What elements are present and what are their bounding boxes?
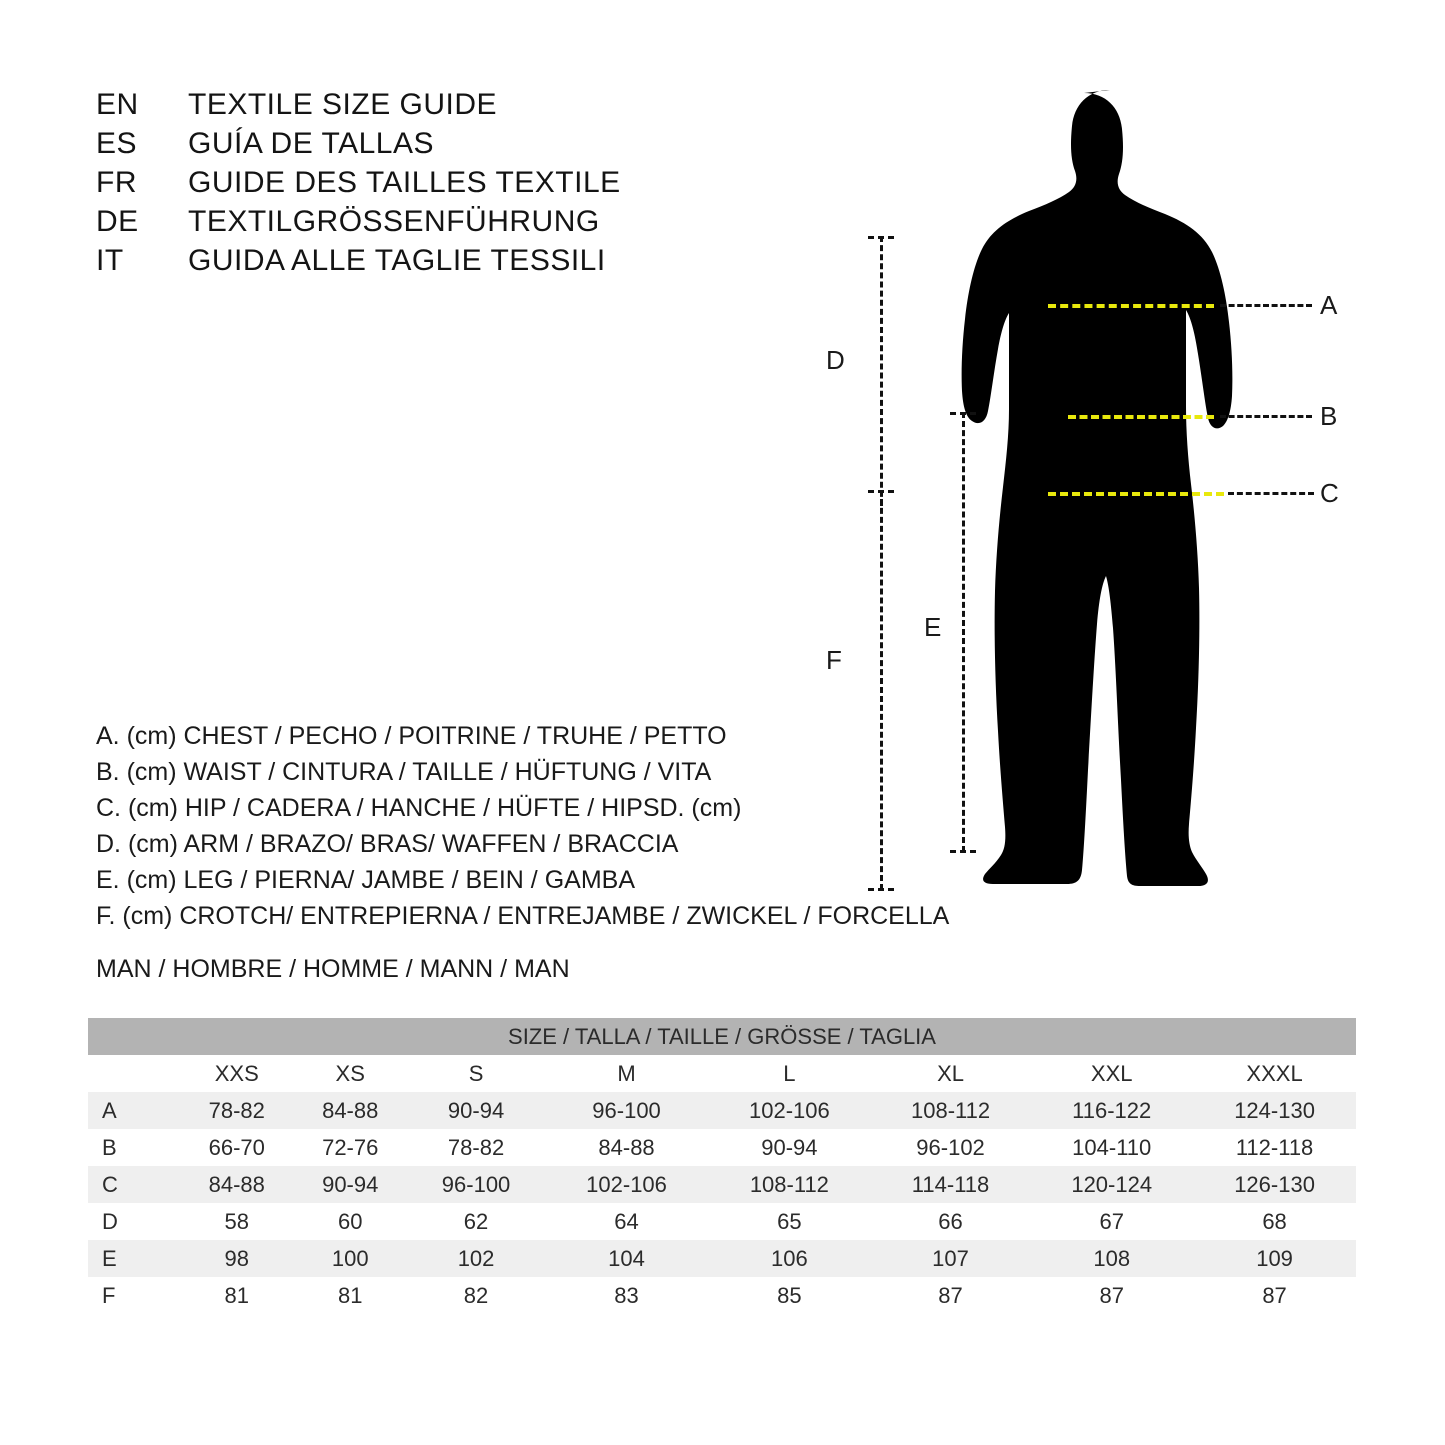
table-row — [88, 1129, 1356, 1166]
cell-f-xs: 81 — [293, 1277, 406, 1314]
cell-d-xxxl: 68 — [1193, 1203, 1356, 1240]
cell-c-xxs: 84-88 — [180, 1166, 293, 1203]
cell-e-s: 102 — [407, 1240, 545, 1277]
table-header-m: M — [545, 1055, 708, 1092]
cell-a-xxs: 78-82 — [180, 1092, 293, 1129]
title-row-it — [96, 244, 621, 283]
cell-e-xl: 107 — [871, 1240, 1031, 1277]
legend-item-b: B. (cm) WAIST / CINTURA / TAILLE / HÜFTUNG / VITA — [96, 758, 712, 786]
cell-b-l: 90-94 — [708, 1129, 871, 1166]
size-table-container — [88, 1018, 1356, 1314]
cell-f-xxl: 87 — [1030, 1277, 1193, 1314]
waist-leader — [1220, 415, 1312, 418]
gender-label: MAN / HOMBRE / HOMME / MANN / MAN — [96, 955, 570, 983]
cell-c-xl: 114-118 — [871, 1166, 1031, 1203]
arm-measure-line — [880, 236, 883, 506]
legend-item-e: E. (cm) LEG / PIERNA/ JAMBE / BEIN / GAMBA — [96, 866, 635, 894]
title-lang-fr: FR — [96, 166, 137, 199]
legend-item-f: F. (cm) CROTCH/ ENTREPIERNA / ENTREJAMBE / ZWICKEL / FORCELLA — [96, 902, 950, 930]
cell-e-m: 104 — [545, 1240, 708, 1277]
table-header-xxl: XXL — [1030, 1055, 1193, 1092]
table-header-row — [88, 1055, 1356, 1092]
title-text-fr: GUIDE DES TAILLES TEXTILE — [188, 166, 621, 199]
title-row-en — [96, 88, 621, 127]
cell-e-xxs: 98 — [180, 1240, 293, 1277]
table-row — [88, 1166, 1356, 1203]
cell-b-m: 84-88 — [545, 1129, 708, 1166]
title-lang-it: IT — [96, 244, 124, 277]
legend-item-a: A. (cm) CHEST / PECHO / POITRINE / TRUHE / PETTO — [96, 722, 727, 750]
cell-a-xxxl: 124-130 — [1193, 1092, 1356, 1129]
letter-e: E — [924, 612, 942, 642]
cell-f-m: 83 — [545, 1277, 708, 1314]
cell-e-xxxl: 109 — [1193, 1240, 1356, 1277]
title-text-es: GUÍA DE TALLAS — [188, 127, 434, 160]
row-label-b: B — [88, 1129, 180, 1166]
cell-f-xxs: 81 — [180, 1277, 293, 1314]
crotch-measure-line — [880, 490, 883, 890]
table-row — [88, 1240, 1356, 1277]
cell-c-xxxl: 126-130 — [1193, 1166, 1356, 1203]
row-label-a: A — [88, 1092, 180, 1129]
letter-a: A — [1320, 290, 1338, 320]
cell-e-xs: 100 — [293, 1240, 406, 1277]
cell-f-l: 85 — [708, 1277, 871, 1314]
title-block — [96, 88, 621, 283]
cell-d-xl: 66 — [871, 1203, 1031, 1240]
table-header-xxs: XXS — [180, 1055, 293, 1092]
table-row — [88, 1203, 1356, 1240]
legend-item-d: D. (cm) ARM / BRAZO/ BRAS/ WAFFEN / BRACCIA — [96, 830, 679, 858]
cell-a-xs: 84-88 — [293, 1092, 406, 1129]
row-label-f: F — [88, 1277, 180, 1314]
row-label-d: D — [88, 1203, 180, 1240]
row-label-c: C — [88, 1166, 180, 1203]
cell-c-xs: 90-94 — [293, 1166, 406, 1203]
cell-d-xs: 60 — [293, 1203, 406, 1240]
cell-c-l: 108-112 — [708, 1166, 871, 1203]
table-header-corner — [88, 1055, 180, 1092]
leg-measure-cap-bottom — [950, 850, 976, 853]
table-header-xl: XL — [871, 1055, 1031, 1092]
cell-d-xxs: 58 — [180, 1203, 293, 1240]
cell-f-s: 82 — [407, 1277, 545, 1314]
cell-a-l: 102-106 — [708, 1092, 871, 1129]
letter-c: C — [1320, 478, 1339, 508]
cell-b-xl: 96-102 — [871, 1129, 1031, 1166]
cell-b-xxs: 66-70 — [180, 1129, 293, 1166]
table-header-l: L — [708, 1055, 871, 1092]
letter-d: D — [826, 345, 845, 375]
table-row — [88, 1277, 1356, 1314]
table-header-xxxl: XXXL — [1193, 1055, 1356, 1092]
title-row-fr — [96, 166, 621, 205]
letter-b: B — [1320, 401, 1338, 431]
cell-c-xxl: 120-124 — [1030, 1166, 1193, 1203]
table-header-xs: XS — [293, 1055, 406, 1092]
crotch-measure-cap-bottom — [868, 888, 894, 891]
cell-d-s: 62 — [407, 1203, 545, 1240]
title-row-de — [96, 205, 621, 244]
title-text-en: TEXTILE SIZE GUIDE — [188, 88, 498, 121]
size-table — [88, 1018, 1356, 1314]
leg-measure-line — [962, 412, 965, 852]
cell-b-xxl: 104-110 — [1030, 1129, 1193, 1166]
cell-e-l: 106 — [708, 1240, 871, 1277]
cell-a-m: 96-100 — [545, 1092, 708, 1129]
cell-b-xxxl: 112-118 — [1193, 1129, 1356, 1166]
cell-f-xl: 87 — [871, 1277, 1031, 1314]
leg-measure-cap-top — [950, 412, 976, 415]
table-header-s: S — [407, 1055, 545, 1092]
cell-b-xs: 72-76 — [293, 1129, 406, 1166]
cell-b-s: 78-82 — [407, 1129, 545, 1166]
title-row-es — [96, 127, 621, 166]
male-silhouette-icon — [820, 60, 1380, 940]
title-text-de: TEXTILGRÖSSENFÜHRUNG — [188, 205, 600, 238]
cell-c-s: 96-100 — [407, 1166, 545, 1203]
table-band-row — [88, 1018, 1356, 1055]
cell-d-xxl: 67 — [1030, 1203, 1193, 1240]
cell-c-m: 102-106 — [545, 1166, 708, 1203]
body-diagram — [820, 60, 1380, 940]
table-row — [88, 1092, 1356, 1129]
arm-measure-cap-top — [868, 236, 894, 239]
letter-f: F — [826, 645, 842, 675]
title-text-it: GUIDA ALLE TAGLIE TESSILI — [188, 244, 606, 277]
cell-a-xl: 108-112 — [871, 1092, 1031, 1129]
cell-a-xxl: 116-122 — [1030, 1092, 1193, 1129]
title-lang-de: DE — [96, 205, 139, 238]
waist-line — [1068, 415, 1214, 419]
chest-leader — [1220, 304, 1312, 307]
title-lang-en: EN — [96, 88, 139, 121]
cell-d-l: 65 — [708, 1203, 871, 1240]
legend-item-c: C. (cm) HIP / CADERA / HANCHE / HÜFTE / HIPSD. (cm) — [96, 794, 742, 822]
table-band-title: SIZE / TALLA / TAILLE / GRÖSSE / TAGLIA — [88, 1018, 1356, 1055]
cell-d-m: 64 — [545, 1203, 708, 1240]
cell-e-xxl: 108 — [1030, 1240, 1193, 1277]
hip-line — [1048, 492, 1224, 496]
chest-line — [1048, 304, 1214, 308]
cell-f-xxxl: 87 — [1193, 1277, 1356, 1314]
cell-a-s: 90-94 — [407, 1092, 545, 1129]
row-label-e: E — [88, 1240, 180, 1277]
hip-leader — [1228, 492, 1314, 495]
title-lang-es: ES — [96, 127, 138, 160]
